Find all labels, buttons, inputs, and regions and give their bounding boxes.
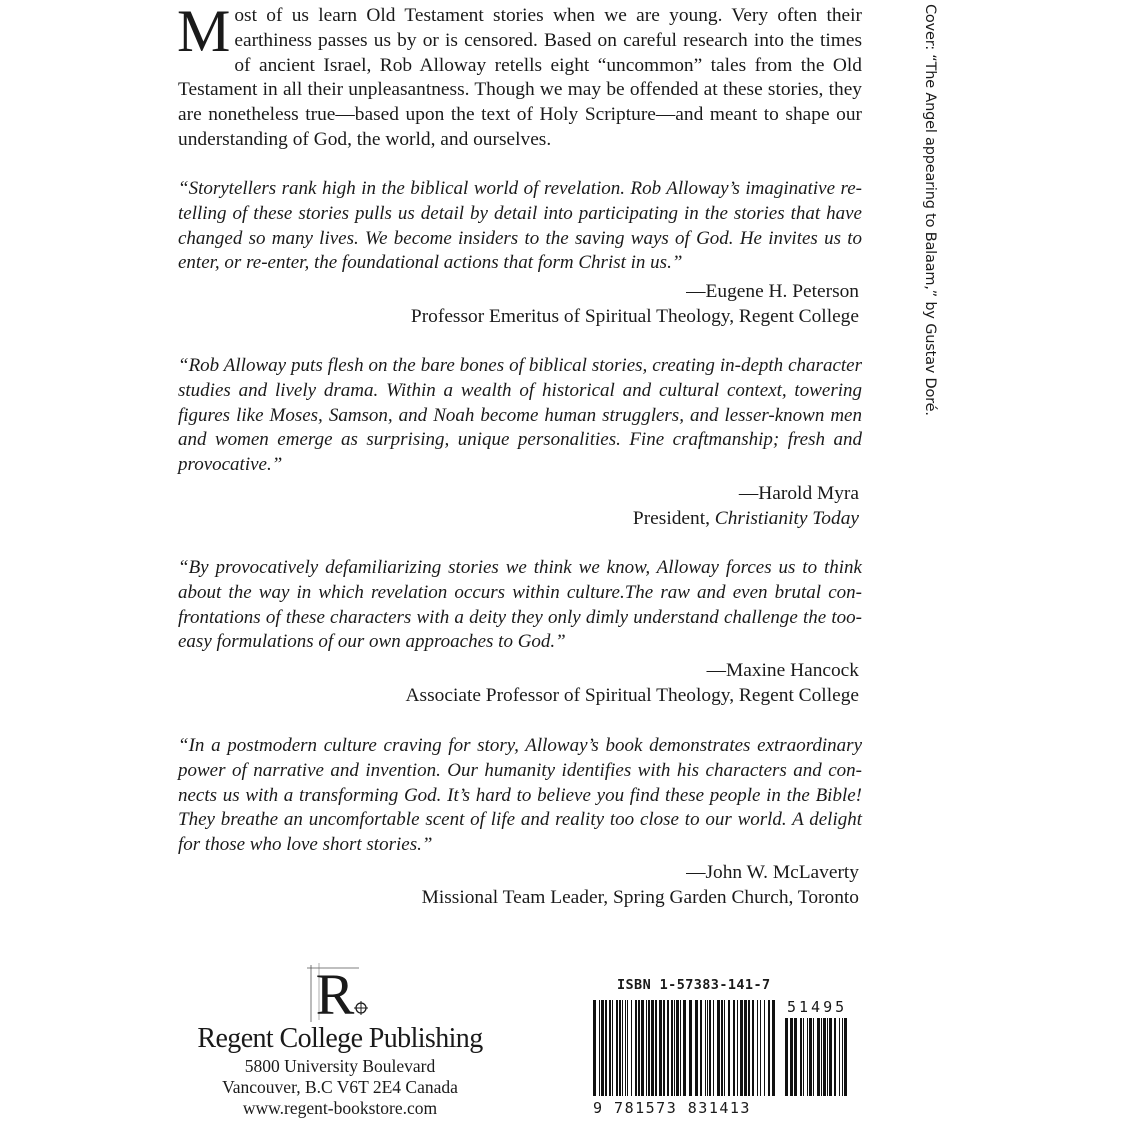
barcode-bar xyxy=(772,1000,775,1096)
barcode-bar xyxy=(627,1000,628,1096)
barcode-bar xyxy=(728,1000,730,1096)
description-text: ost of us learn Old Testament stories when we are young. Very often their earthiness passes us by or is censored. Based on careful research into the times of ancient Israel, Rob Alloway retells eight “uncommon” tales from the Old Testament in all their unpleasantness. Though we may be offended at these stories, they are nonetheless true—based upon the text of Holy Scripture—and meant to shape our understanding of God, the world, and ourselves. xyxy=(178,5,862,150)
barcode-bar xyxy=(619,1000,621,1096)
barcode-bar xyxy=(744,1000,747,1096)
endorsement-attribution-peterson xyxy=(411,280,859,329)
barcode-bar xyxy=(768,1000,770,1096)
publisher-website: www.regent-bookstore.com xyxy=(242,1098,438,1118)
barcode-ean-digits: 9 781573 831413 xyxy=(593,1099,751,1117)
barcode-bar xyxy=(721,1000,723,1096)
svg-text:R: R xyxy=(315,962,355,1024)
barcode-bar xyxy=(612,1000,613,1096)
barcode-bar xyxy=(842,1018,843,1096)
barcode-bar xyxy=(733,1000,735,1096)
barcode-bar xyxy=(680,1000,681,1096)
barcode-bar xyxy=(638,1000,640,1096)
publisher-logo-icon xyxy=(305,962,375,1024)
barcode-bar xyxy=(807,1018,808,1096)
cover-credit xyxy=(905,4,945,416)
barcode-bar xyxy=(655,1000,657,1096)
publisher-address-line2: Vancouver, B.C V6T 2E4 Canada xyxy=(222,1077,458,1097)
barcode-bar xyxy=(683,1000,686,1096)
barcode-bar xyxy=(695,1000,698,1096)
endorsement-quote-myra: “Rob Alloway puts flesh on the bare bones of biblical stories, creating in-depth character studies and lively drama. Within a wealth of historical and cultural context, towering figures like Moses, Samson, and Noah become human strugglers, and lesser-known men and women emerge as surprising, unique personalities. Fine craftmanship; fresh and provocative.” xyxy=(178,355,862,476)
cover-credit-text: Cover: “The Angel appearing to Balaam,” by Gustav Doré. xyxy=(922,4,938,416)
barcode-bar xyxy=(641,1000,644,1096)
barcode-bar xyxy=(593,1000,596,1096)
barcode-bar xyxy=(707,1000,708,1096)
endorser-name: —John W. McLaverty xyxy=(686,862,859,883)
barcode-bar xyxy=(757,1000,758,1096)
publisher-block xyxy=(170,962,510,1119)
barcode-bar xyxy=(709,1000,711,1096)
barcode-bar xyxy=(785,1018,788,1096)
barcode-bar xyxy=(601,1000,604,1096)
endorsement-quote-peterson: “Storytellers rank high in the biblical world of revelation. Rob Alloway’s imaginative re-telling of these stories pulls us detail by detail into participating in the stories that have changed so many lives. We become insiders to the saving ways of God. He invites us to enter, or re-enter, the foundational actions that form Christ in us.” xyxy=(178,178,862,274)
barcode-bar xyxy=(823,1018,826,1096)
barcode-bar xyxy=(839,1018,840,1096)
endorser-title: Associate Professor of Spiritual Theology, Regent College xyxy=(405,684,859,706)
barcode-bar xyxy=(809,1018,812,1096)
barcode-bar xyxy=(748,1000,750,1096)
barcode-bar xyxy=(689,1000,692,1096)
barcode-bar xyxy=(663,1000,665,1096)
endorsement-quote-hancock: “By provocatively defamiliarizing stories we think we know, Alloway forces us to think about the way in which revelation occurs within culture.The raw and even brutal con-frontations of these characters with a deity they only dimly understand challenge the too-easy formulations of our own approaches to God.” xyxy=(178,557,862,653)
publisher-address-line1: 5800 University Boulevard xyxy=(244,1056,436,1076)
barcode-bar xyxy=(717,1000,720,1096)
barcode-bar xyxy=(648,1000,650,1096)
barcode-bar xyxy=(676,1000,679,1096)
barcode-bar xyxy=(794,1018,797,1096)
barcode-bar xyxy=(752,1000,754,1096)
endorsement-attribution-hancock xyxy=(406,659,859,708)
barcode-bar xyxy=(740,1000,743,1096)
barcode-bar xyxy=(821,1018,822,1096)
endorser-title: Professor Emeritus of Spiritual Theology, Regent College xyxy=(410,305,859,327)
barcode-bar xyxy=(646,1000,647,1096)
endorsement-attribution-mclaverty xyxy=(422,861,859,910)
barcode-bar xyxy=(764,1000,765,1096)
barcode-bar xyxy=(605,1000,607,1096)
endorser-name: —Maxine Hancock xyxy=(706,660,859,681)
barcode-bar xyxy=(844,1018,847,1096)
barcode-bar xyxy=(705,1000,706,1096)
book-description xyxy=(177,0,862,153)
barcode-bar xyxy=(631,1000,632,1096)
isbn-barcode xyxy=(593,978,855,1118)
barcode-bar xyxy=(609,1000,611,1096)
barcode-bar xyxy=(671,1000,673,1096)
barcode-bar xyxy=(827,1018,828,1096)
barcode-bar xyxy=(760,1000,761,1096)
barcode-bar xyxy=(790,1018,793,1096)
endorser-name: —Harold Myra xyxy=(738,483,859,504)
barcode-bar xyxy=(829,1018,832,1096)
endorser-name: —Eugene H. Peterson xyxy=(686,281,859,302)
barcode-bar xyxy=(813,1018,814,1096)
barcode-bar xyxy=(659,1000,662,1096)
barcode-bar xyxy=(635,1000,637,1096)
barcode-bar xyxy=(622,1000,623,1096)
barcode-bar xyxy=(651,1000,654,1096)
isbn-label: ISBN 1-57383-141-7 xyxy=(617,977,771,993)
barcode-bar xyxy=(724,1000,725,1096)
barcode-bar xyxy=(817,1018,820,1096)
barcode-bar xyxy=(800,1018,802,1096)
drop-cap: M xyxy=(177,0,231,64)
endorser-title: Missional Team Leader, Spring Garden Church, Toronto xyxy=(421,886,859,908)
endorsement-attribution-myra xyxy=(633,482,859,531)
endorser-title: President, Christianity Today xyxy=(632,507,859,529)
barcode-bar xyxy=(667,1000,669,1096)
addon-barcode-bars xyxy=(785,1018,849,1096)
barcode-bar xyxy=(599,1000,600,1096)
barcode-addon-digits: 51495 xyxy=(787,998,848,1016)
publisher-name: Regent College Publishing xyxy=(197,1023,483,1054)
barcode-bar xyxy=(625,1000,626,1096)
barcode-bar xyxy=(616,1000,618,1096)
barcode-bar xyxy=(834,1018,836,1096)
barcode-bar xyxy=(674,1000,675,1096)
ean-barcode-bars xyxy=(593,1000,775,1096)
barcode-bar xyxy=(803,1018,804,1096)
endorsement-quote-mclaverty: “In a postmodern culture craving for story, Alloway’s book demonstrates extraordinary power of narrative and invention. Our humanity identifies with his characters and con-nects us with a transforming God. It’s hard to believe you find these people in the Bible! They breathe an uncomfortable scent of life and reality too close to our world. A delight for those who love short stories.” xyxy=(178,735,862,856)
barcode-bar xyxy=(713,1000,714,1096)
barcode-bar xyxy=(737,1000,738,1096)
barcode-bar xyxy=(700,1000,702,1096)
